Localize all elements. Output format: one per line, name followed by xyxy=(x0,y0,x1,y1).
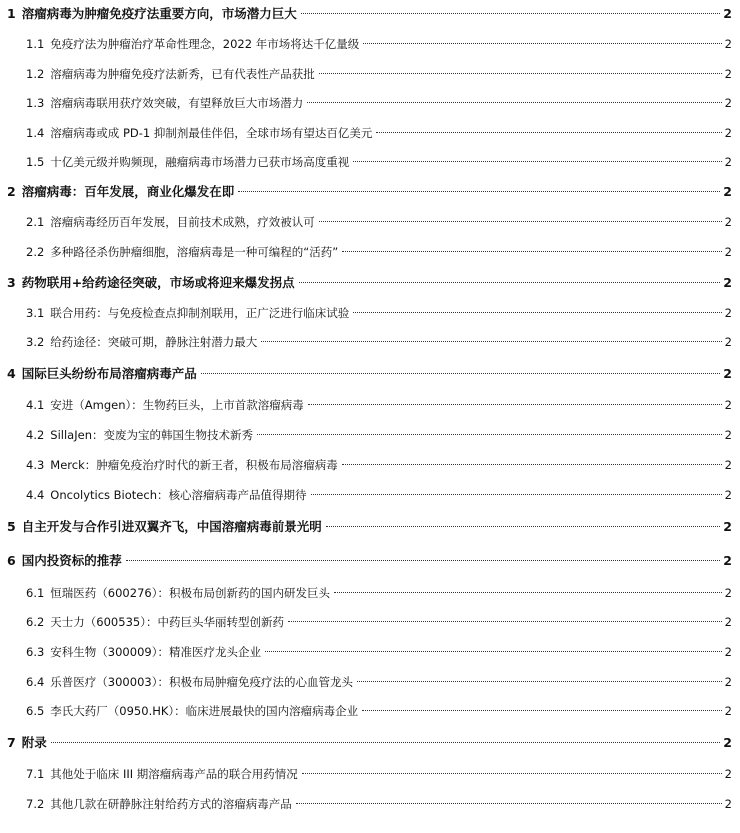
toc-entry-number: 6.4 xyxy=(26,675,45,689)
toc-entry-title: 十亿美元级并购频现，融瘤病毒市场潜力已获市场高度重视 xyxy=(50,155,350,169)
dot-leader xyxy=(326,526,721,527)
dot-leader xyxy=(238,191,720,192)
toc-entry-number: 2.2 xyxy=(26,245,45,259)
toc-entry-number: 5 xyxy=(7,519,16,534)
toc-entry-4-1[interactable] xyxy=(0,395,740,415)
toc-entry-page-number: 2 xyxy=(723,366,732,381)
toc-entry-6-4[interactable] xyxy=(0,672,740,692)
toc-entry-number: 6.3 xyxy=(26,645,45,659)
dot-leader xyxy=(342,251,721,252)
dot-leader xyxy=(376,132,721,133)
toc-entry-page-number: 2 xyxy=(724,428,732,442)
dot-leader xyxy=(311,494,722,495)
toc-entry-1-1[interactable] xyxy=(0,34,740,54)
toc-entry-page-number: 2 xyxy=(724,398,732,412)
dot-leader xyxy=(299,282,721,283)
toc-entry-number: 7.1 xyxy=(26,767,45,781)
toc-entry-number: 4 xyxy=(7,366,16,381)
toc-entry-1[interactable] xyxy=(0,4,740,24)
toc-entry-1-5[interactable] xyxy=(0,152,740,172)
toc-entry-page-number: 2 xyxy=(723,275,732,290)
toc-entry-title: 溶瘤病毒联用获疗效突破，有望释放巨大市场潜力 xyxy=(50,96,304,110)
dot-leader xyxy=(357,681,722,682)
toc-entry-number: 4.4 xyxy=(26,488,45,502)
dot-leader xyxy=(319,221,722,222)
toc-entry-number: 1 xyxy=(7,6,16,21)
toc-entry-6-1[interactable] xyxy=(0,583,740,603)
toc-entry-title: 安科生物（300009）：精准医疗龙头企业 xyxy=(50,645,261,659)
toc-entry-title: 联合用药：与免疫检查点抑制剂联用，正广泛进行临床试验 xyxy=(50,306,350,320)
dot-leader xyxy=(257,434,722,435)
toc-entry-page-number: 2 xyxy=(724,126,732,140)
toc-entry-4-2[interactable] xyxy=(0,425,740,445)
toc-entry-number: 1.2 xyxy=(26,67,45,81)
toc-entry-title: 国内投资标的推荐 xyxy=(21,553,122,568)
toc-entry-title: 药物联用+给药途径突破，市场或将迎来爆发拐点 xyxy=(21,275,295,290)
toc-entry-page-number: 2 xyxy=(724,215,732,229)
toc-entry-4[interactable] xyxy=(0,364,740,384)
dot-leader xyxy=(362,710,722,711)
toc-entry-title: 溶瘤病毒为肿瘤免疫疗法重要方向，市场潜力巨大 xyxy=(21,6,297,21)
toc-entry-page-number: 2 xyxy=(724,488,732,502)
toc-entry-4-4[interactable] xyxy=(0,485,740,505)
toc-entry-2-1[interactable] xyxy=(0,212,740,232)
toc-entry-number: 3.1 xyxy=(26,306,45,320)
dot-leader xyxy=(126,560,721,561)
toc-entry-6[interactable] xyxy=(0,551,740,571)
dot-leader xyxy=(363,43,721,44)
toc-entry-page-number: 2 xyxy=(723,735,732,750)
toc-entry-page-number: 2 xyxy=(724,767,732,781)
toc-entry-number: 4.1 xyxy=(26,398,45,412)
toc-entry-number: 7.2 xyxy=(26,797,45,811)
toc-entry-title: 多种路径杀伤肿瘤细胞，溶瘤病毒是一种可编程的“活药” xyxy=(50,245,339,259)
dot-leader xyxy=(261,341,721,342)
toc-entry-number: 6.1 xyxy=(26,586,45,600)
toc-entry-page-number: 2 xyxy=(724,67,732,81)
toc-entry-page-number: 2 xyxy=(724,704,732,718)
toc-entry-title: 自主开发与合作引进双翼齐飞，中国溶瘤病毒前景光明 xyxy=(21,519,322,534)
dot-leader xyxy=(301,13,721,14)
toc-entry-7-2[interactable] xyxy=(0,794,740,814)
toc-entry-number: 1.1 xyxy=(26,37,45,51)
toc-entry-page-number: 2 xyxy=(724,615,732,629)
toc-entry-7-1[interactable] xyxy=(0,764,740,784)
toc-entry-page-number: 2 xyxy=(723,6,732,21)
toc-entry-page-number: 2 xyxy=(724,245,732,259)
toc-entry-number: 4.3 xyxy=(26,458,45,472)
toc-entry-page-number: 2 xyxy=(723,519,732,534)
toc-entry-number: 6.5 xyxy=(26,704,45,718)
toc-entry-page-number: 2 xyxy=(724,155,732,169)
toc-entry-title: 其他处于临床 III 期溶瘤病毒产品的联合用药情况 xyxy=(50,767,298,781)
toc-entry-number: 6.2 xyxy=(26,615,45,629)
toc-entry-page-number: 2 xyxy=(723,553,732,568)
toc-entry-page-number: 2 xyxy=(724,458,732,472)
toc-entry-number: 1.4 xyxy=(26,126,45,140)
toc-entry-3[interactable] xyxy=(0,273,740,293)
dot-leader xyxy=(288,621,722,622)
toc-entry-page-number: 2 xyxy=(724,586,732,600)
toc-entry-6-3[interactable] xyxy=(0,642,740,662)
toc-entry-4-3[interactable] xyxy=(0,455,740,475)
toc-entry-6-5[interactable] xyxy=(0,701,740,721)
dot-leader xyxy=(51,742,721,743)
toc-entry-7[interactable] xyxy=(0,733,740,753)
dot-leader xyxy=(342,464,722,465)
toc-entry-number: 2 xyxy=(7,184,16,199)
dot-leader xyxy=(308,404,722,405)
toc-entry-title: 安进（Amgen）：生物药巨头，上市首款溶瘤病毒 xyxy=(50,398,304,412)
toc-entry-number: 4.2 xyxy=(26,428,45,442)
toc-entry-page-number: 2 xyxy=(724,335,732,349)
toc-entry-1-2[interactable] xyxy=(0,64,740,84)
toc-entry-title: 溶瘤病毒为肿瘤免疫疗法新秀，已有代表性产品获批 xyxy=(50,67,315,81)
toc-entry-page-number: 2 xyxy=(724,306,732,320)
dot-leader xyxy=(265,651,722,652)
toc-entry-number: 7 xyxy=(7,735,16,750)
toc-entry-title: 国际巨头纷纷布局溶瘤病毒产品 xyxy=(21,366,197,381)
toc-entry-number: 6 xyxy=(7,553,16,568)
toc-entry-title: Oncolytics Biotech：核心溶瘤病毒产品值得期待 xyxy=(50,488,307,502)
toc-entry-page-number: 2 xyxy=(724,797,732,811)
toc-entry-number: 2.1 xyxy=(26,215,45,229)
toc-entry-number: 1.3 xyxy=(26,96,45,110)
toc-entry-5[interactable] xyxy=(0,517,740,537)
toc-entry-number: 3.2 xyxy=(26,335,45,349)
toc-entry-page-number: 2 xyxy=(724,96,732,110)
dot-leader xyxy=(201,373,721,374)
toc-entry-number: 1.5 xyxy=(26,155,45,169)
dot-leader xyxy=(302,773,722,774)
toc-entry-1-4[interactable] xyxy=(0,123,740,143)
toc-entry-title: Merck：肿瘤免疫治疗时代的新王者，积极布局溶瘤病毒 xyxy=(50,458,338,472)
toc-entry-title: 天士力（600535）：中药巨头华丽转型创新药 xyxy=(50,615,284,629)
toc-entry-page-number: 2 xyxy=(724,645,732,659)
toc-entry-3-1[interactable] xyxy=(0,303,740,323)
toc-entry-title: 乐普医疗（300003）：积极布局肿瘤免疫疗法的心血管龙头 xyxy=(50,675,353,689)
toc-entry-1-3[interactable] xyxy=(0,93,740,113)
dot-leader xyxy=(353,312,721,313)
toc-entry-number: 3 xyxy=(7,275,16,290)
toc-entry-2-2[interactable] xyxy=(0,242,740,262)
dot-leader xyxy=(319,73,722,74)
toc-entry-page-number: 2 xyxy=(724,675,732,689)
toc-entry-title: 溶瘤病毒或成 PD-1 抑制剂最佳伴侣，全球市场有望达百亿美元 xyxy=(50,126,373,140)
dot-leader xyxy=(307,102,721,103)
toc-entry-page-number: 2 xyxy=(724,37,732,51)
toc-entry-title: 其他几款在研静脉注射给药方式的溶瘤病毒产品 xyxy=(50,797,292,811)
toc-entry-title: 溶瘤病毒经历百年发展，目前技术成熟，疗效被认可 xyxy=(50,215,315,229)
toc-entry-title: 附录 xyxy=(21,735,47,750)
dot-leader xyxy=(334,592,722,593)
toc-entry-title: 溶瘤病毒：百年发展，商业化爆发在即 xyxy=(21,184,235,199)
toc-entry-title: 免疫疗法为肿瘤治疗革命性理念，2022 年市场将达千亿量级 xyxy=(50,37,360,51)
toc-entry-title: 恒瑞医药（600276）：积极布局创新药的国内研发巨头 xyxy=(50,586,330,600)
toc-entry-title: 李氏大药厂（0950.HK）：临床进展最快的国内溶瘤病毒企业 xyxy=(50,704,359,718)
toc-entry-3-2[interactable] xyxy=(0,332,740,352)
toc-entry-title: 给药途径：突破可期，静脉注射潜力最大 xyxy=(50,335,258,349)
dot-leader xyxy=(353,161,721,162)
dot-leader xyxy=(296,803,722,804)
toc-entry-page-number: 2 xyxy=(723,184,732,199)
toc-entry-2[interactable] xyxy=(0,182,740,202)
toc-entry-title: SillaJen：变废为宝的韩国生物技术新秀 xyxy=(50,428,253,442)
toc-entry-6-2[interactable] xyxy=(0,612,740,632)
